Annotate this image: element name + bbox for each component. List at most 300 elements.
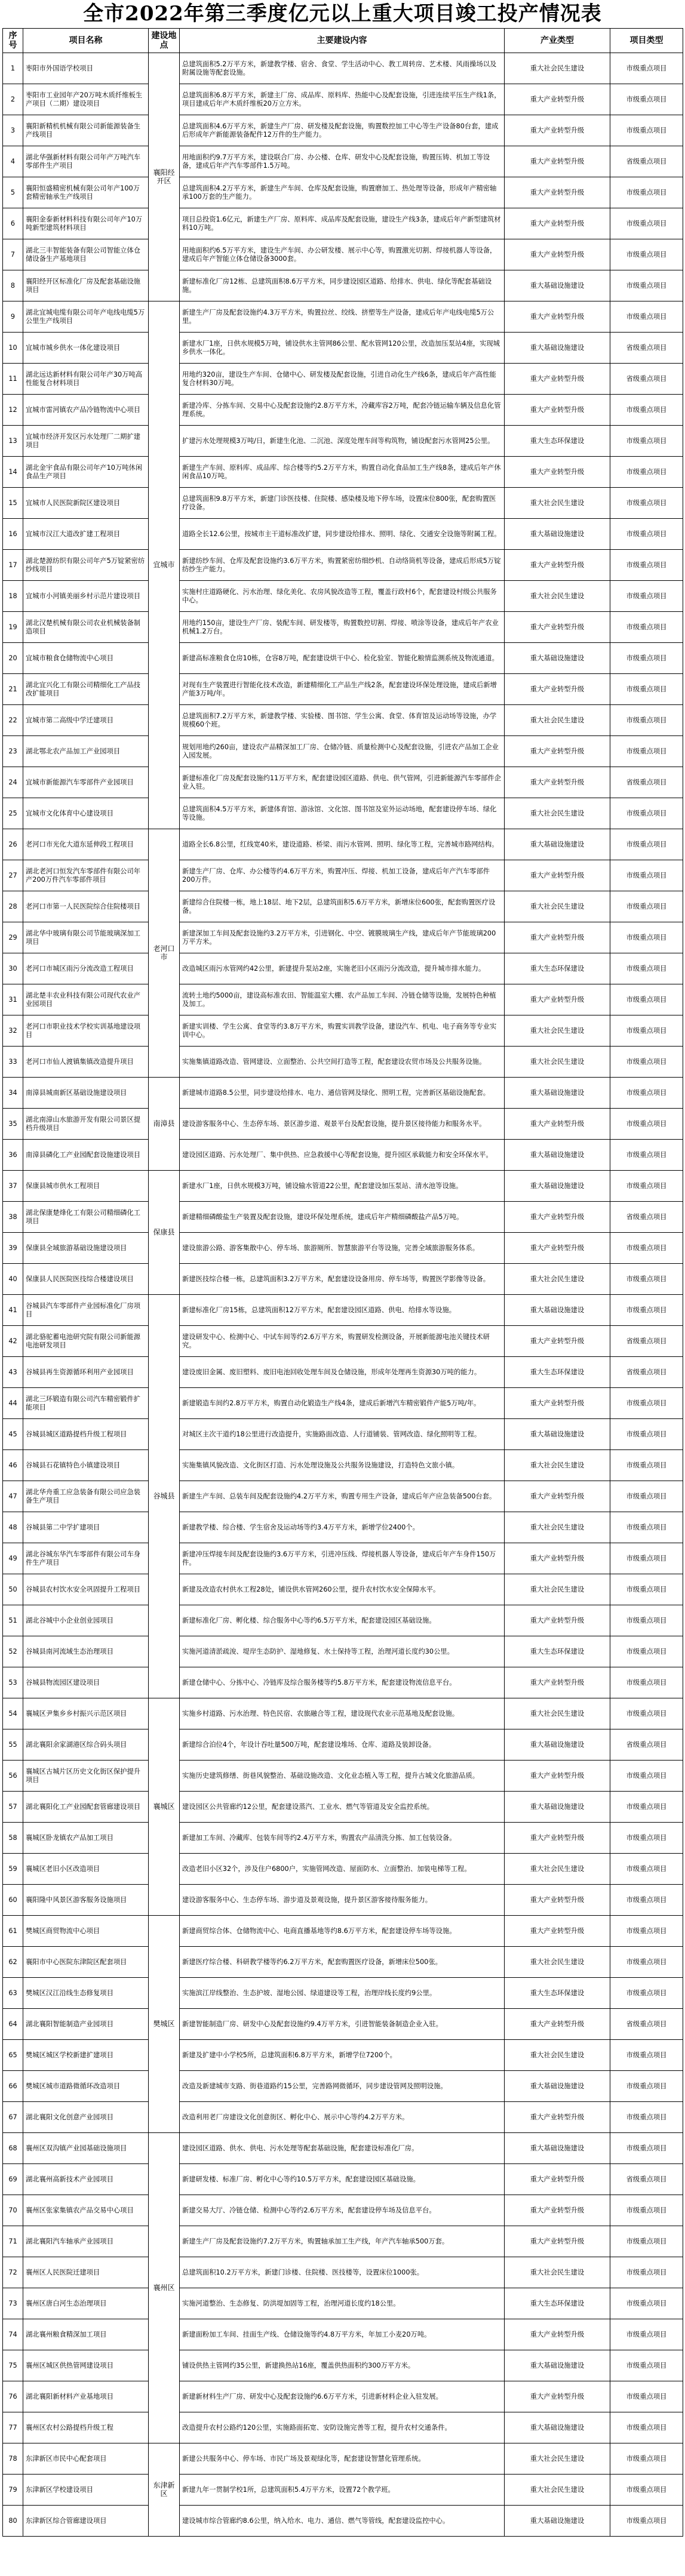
- row-number: 26: [3, 829, 23, 860]
- industry-type: 重大生态环保建设: [505, 1357, 610, 1388]
- project-type: 市级重点项目: [610, 1264, 683, 1295]
- table-row: [3, 1543, 683, 1574]
- construction-content: 新建新材料生产厂房、研发中心及配套设施约6.6万平方米，引进新材料企业入驻发展。: [180, 2381, 505, 2412]
- industry-type: 重大产业转型升级: [505, 2226, 610, 2257]
- industry-type: 重大产业转型升级: [505, 736, 610, 767]
- project-name: 襄州区人民医院迁建项目: [23, 2257, 149, 2288]
- construction-content: 新建面粉加工车间、挂面生产线、仓储设施等约4.8万平方米，年加工小麦20万吨。: [180, 2319, 505, 2350]
- row-number: 73: [3, 2288, 23, 2319]
- project-name: 谷城县石花镇特色小镇建设项目: [23, 1450, 149, 1481]
- industry-type: 重大产业转型升级: [505, 984, 610, 1015]
- project-name: 东津新区综合管廊建设项目: [23, 2506, 149, 2537]
- project-name: 谷城县第二中学扩建项目: [23, 1512, 149, 1543]
- project-type: 市级重点项目: [610, 922, 683, 953]
- row-number: 21: [3, 674, 23, 705]
- location-cell: 宜城市: [149, 301, 180, 829]
- project-name: 湖北华舟重工应急装备有限公司应急装备生产项目: [23, 1481, 149, 1512]
- industry-type: 重大生态环保建设: [505, 1636, 610, 1667]
- industry-type: 重大产业转型升级: [505, 1233, 610, 1264]
- construction-content: 新建水厂1座，日供水规模5万吨，铺设供水主管网86公里、配水管网120公里，改造加压泵站4座，实现城乡供水一体化。: [180, 333, 505, 364]
- table-row: [3, 2164, 683, 2195]
- table-row: [3, 550, 683, 581]
- table-row: [3, 1450, 683, 1481]
- table-row: [3, 364, 683, 395]
- project-name: 湖北远达新材料有限公司年产30万吨高性能复合材料项目: [23, 364, 149, 395]
- project-type: 市级重点项目: [610, 2412, 683, 2443]
- row-number: 48: [3, 1512, 23, 1543]
- table-row: [3, 1729, 683, 1761]
- row-number: 44: [3, 1388, 23, 1419]
- industry-type: 重大产业转型升级: [505, 2195, 610, 2226]
- table-row: [3, 1326, 683, 1357]
- row-number: 36: [3, 1140, 23, 1171]
- project-name: 湖北楚丰农业科技有限公司现代农业产业园项目: [23, 984, 149, 1015]
- header-area: 建设地点: [149, 29, 180, 53]
- project-name: 湖北襄阳余家湖港区综合码头项目: [23, 1729, 149, 1761]
- project-type: 市级重点项目: [610, 798, 683, 829]
- table-row: [3, 736, 683, 767]
- project-name: 谷城县城区道路提档升级工程项目: [23, 1419, 149, 1450]
- project-type: 市级重点项目: [610, 115, 683, 146]
- project-name: 樊城区城区学校新建扩建项目: [23, 2040, 149, 2071]
- construction-content: 新建医技综合楼一栋，总建筑面积3.2万平方米，配套建设设备用房、停车场等，购置医学影像等设备。: [180, 1264, 505, 1295]
- industry-type: 重大社会民生建设: [505, 1947, 610, 1978]
- construction-content: 新建标准化厂房及配套设施约11万平方米，配套建设园区道路、供电、供气管网，引进新能源汽车零部件企业入驻。: [180, 767, 505, 798]
- row-number: 54: [3, 1698, 23, 1729]
- project-type: 市级重点项目: [610, 2475, 683, 2506]
- project-type: 市级重点项目: [610, 1233, 683, 1264]
- project-type: 省级重点项目: [610, 1729, 683, 1761]
- project-type: 市级重点项目: [610, 1761, 683, 1792]
- project-name: 宜城市城乡供水一体化建设项目: [23, 333, 149, 364]
- project-name: 湖北襄阳文化创意产业园项目: [23, 2102, 149, 2133]
- project-name: 襄城区尹集乡乡村振兴示范区项目: [23, 1698, 149, 1729]
- project-name: 谷城县物流园区建设项目: [23, 1667, 149, 1698]
- project-name: 谷城县农村饮水安全巩固提升工程项目: [23, 1574, 149, 1605]
- industry-type: 重大基础设施建设: [505, 1729, 610, 1761]
- construction-content: 新建深加工车间及配套设施约3.2万平方米，引进钢化、中空、镀膜玻璃生产线，建成后年产节能玻璃200万平方米。: [180, 922, 505, 953]
- table-row: [3, 2319, 683, 2350]
- location-cell: 保康县: [149, 1171, 180, 1295]
- project-name: 湖北宜兴化工有限公司精细化工产品技改扩能项目: [23, 674, 149, 705]
- project-name: 东津新区市民中心配套项目: [23, 2443, 149, 2475]
- construction-content: 用地约320亩，建设生产车间、仓储中心、研发楼及配套设施，引进自动化生产线6条，建成后年产高性能复合材料30万吨。: [180, 364, 505, 395]
- page-title: 全市2022年第三季度亿元以上重大项目竣工投产情况表: [83, 2, 602, 26]
- project-type: 市级重点项目: [610, 736, 683, 767]
- industry-type: 重大产业转型升级: [505, 1543, 610, 1574]
- industry-type: 重大产业转型升级: [505, 612, 610, 643]
- project-type: 市级重点项目: [610, 457, 683, 488]
- project-type: 市级重点项目: [610, 1854, 683, 1885]
- row-number: 79: [3, 2475, 23, 2506]
- project-type: 市级重点项目: [610, 643, 683, 674]
- construction-content: 总建筑面积6.8万平方米，新建主厂房、成品库、原料库、热能中心及配套设施，引进连续平压生产线1条，项目建成后年产木质纤维板20万立方米。: [180, 84, 505, 115]
- project-type: 市级重点项目: [610, 2381, 683, 2412]
- project-type: 市级重点项目: [610, 1978, 683, 2009]
- row-number: 70: [3, 2195, 23, 2226]
- row-number: 18: [3, 581, 23, 612]
- project-name: 湖北三丰智能装备有限公司智能立体仓储设备生产基地项目: [23, 239, 149, 270]
- project-type: 市级重点项目: [610, 177, 683, 208]
- construction-content: 新建标准化厂房15栋，总建筑面积12万平方米，配套建设园区道路、供电、给排水等设施。: [180, 1295, 505, 1326]
- construction-content: 新建高标准粮食仓房10栋，仓容8万吨，配套建设烘干中心、检化验室、智能化粮情监测系统及物流通道。: [180, 643, 505, 674]
- row-number: 52: [3, 1636, 23, 1667]
- project-type: 市级重点项目: [610, 1047, 683, 1078]
- project-name: 枣阳市工业园年产20万吨木质纤维板生产项目（二期）建设项目: [23, 84, 149, 115]
- location-cell: 襄城区: [149, 1698, 180, 1916]
- row-number: 34: [3, 1078, 23, 1109]
- project-name: 襄州区城区供热管网建设项目: [23, 2350, 149, 2381]
- location-cell: 襄阳经开区: [149, 53, 180, 301]
- table-row: [3, 2071, 683, 2102]
- project-type: 市级重点项目: [610, 2257, 683, 2288]
- table-row: [3, 1202, 683, 1233]
- construction-content: 建设游客服务中心、生态停车场、游步道及景观设施，提升景区游客接待服务能力。: [180, 1885, 505, 1916]
- row-number: 35: [3, 1109, 23, 1140]
- construction-content: 新建生产厂房及配套设施约4.3万平方米，购置拉丝、绞线、挤塑等生产设备，建成后年产电线电缆5万公里。: [180, 301, 505, 333]
- industry-type: 重大基础设施建设: [505, 2506, 610, 2537]
- industry-type: 重大产业转型升级: [505, 2319, 610, 2350]
- industry-type: 重大基础设施建设: [505, 1295, 610, 1326]
- row-number: 10: [3, 333, 23, 364]
- table-row: [3, 1636, 683, 1667]
- industry-type: 重大产业转型升级: [505, 395, 610, 426]
- construction-content: 实施乡村道路、污水治理、特色民宿、农旅融合等工程，建设现代农业示范基地及配套设施。: [180, 1698, 505, 1729]
- table-row: [3, 1481, 683, 1512]
- project-type: 省级重点项目: [610, 1357, 683, 1388]
- industry-type: 重大产业转型升级: [505, 922, 610, 953]
- row-number: 4: [3, 146, 23, 177]
- industry-type: 重大产业转型升级: [505, 146, 610, 177]
- construction-content: 新建商贸综合体、仓储物流中心、电商直播基地等约8.6万平方米，配套建设停车场等设施。: [180, 1916, 505, 1947]
- construction-content: 改造利用老厂房建设文化创意街区、孵化中心、展示中心等约4.2万平方米。: [180, 2102, 505, 2133]
- project-type: 市级重点项目: [610, 1078, 683, 1109]
- location-cell: 襄州区: [149, 2133, 180, 2443]
- row-number: 5: [3, 177, 23, 208]
- table-row: [3, 1264, 683, 1295]
- project-name: 襄城区老旧小区改造项目: [23, 1854, 149, 1885]
- project-name: 湖北谷城东华汽车零部件有限公司车身件生产项目: [23, 1543, 149, 1574]
- construction-content: 新建生产厂房、仓库、办公楼等约4.6万平方米，购置冲压、焊接、机加工设备，建成后年产汽车零部件200万件。: [180, 860, 505, 891]
- table-row: [3, 1574, 683, 1605]
- project-name: 湖北骆驼蓄电池研究院有限公司新能源电池研发项目: [23, 1326, 149, 1357]
- industry-type: 重大生态环保建设: [505, 2288, 610, 2319]
- row-number: 63: [3, 1978, 23, 2009]
- construction-content: 总建筑面积4.6万平方米，新建生产厂房、研发楼及配套设施，购置数控加工中心等生产设备80台套，建成后形成年产新能源装备配件12万件的生产能力。: [180, 115, 505, 146]
- industry-type: 重大生态环保建设: [505, 953, 610, 984]
- row-number: 8: [3, 270, 23, 301]
- industry-type: 重大产业转型升级: [505, 767, 610, 798]
- table-row: [3, 1761, 683, 1792]
- row-number: 38: [3, 1202, 23, 1233]
- construction-content: 新建仓储中心、分拣中心、冷链库及综合服务楼等约5.8万平方米，配套建设物流信息平台。: [180, 1667, 505, 1698]
- construction-content: 实施集镇风貌改造、文化街区打造、污水处理设施及公共服务设施建设，打造特色文旅小镇。: [180, 1450, 505, 1481]
- row-number: 49: [3, 1543, 23, 1574]
- industry-type: 重大产业转型升级: [505, 301, 610, 333]
- table-body: [3, 53, 683, 2537]
- row-number: 59: [3, 1854, 23, 1885]
- table-row: [3, 1078, 683, 1109]
- project-type: 市级重点项目: [610, 488, 683, 519]
- construction-content: 新建生产厂房及配套设施约7.2万平方米，购置轴承加工生产线，年产汽车轴承500万套。: [180, 2226, 505, 2257]
- project-name: 保康县人民医院医技综合楼建设项目: [23, 1264, 149, 1295]
- table-row: [3, 798, 683, 829]
- industry-type: 重大社会民生建设: [505, 2257, 610, 2288]
- project-type: 市级重点项目: [610, 1140, 683, 1171]
- construction-content: 改造提升农村公路约120公里，实施路面拓宽、安防设施完善等工程，提升农村交通条件。: [180, 2412, 505, 2443]
- table-row: [3, 612, 683, 643]
- construction-content: 新建及扩建中小学校5所，总建筑面积6.8万平方米，新增学位7200个。: [180, 2040, 505, 2071]
- row-number: 40: [3, 1264, 23, 1295]
- industry-type: 重大产业转型升级: [505, 239, 610, 270]
- project-type: 市级重点项目: [610, 53, 683, 84]
- project-type: 市级重点项目: [610, 301, 683, 333]
- project-name: 保康县全域旅游基础设施建设项目: [23, 1233, 149, 1264]
- project-name: 襄阳恒盛精密机械有限公司年产100万套精密轴承生产线项目: [23, 177, 149, 208]
- construction-content: 实施集镇道路改造、管网建设、立面整治、公共空间打造等工程，配套建设农贸市场及公共服务设施。: [180, 1047, 505, 1078]
- project-type: 市级重点项目: [610, 1481, 683, 1512]
- row-number: 43: [3, 1357, 23, 1388]
- row-number: 19: [3, 612, 23, 643]
- project-type: 市级重点项目: [610, 1450, 683, 1481]
- table-row: [3, 84, 683, 115]
- project-type: 市级重点项目: [610, 2133, 683, 2164]
- table-row: [3, 1295, 683, 1326]
- industry-type: 重大产业转型升级: [505, 1823, 610, 1854]
- row-number: 46: [3, 1450, 23, 1481]
- table-row: [3, 2226, 683, 2257]
- construction-content: 建设园区道路、污水处理厂、集中供热、应急救援中心等配套设施，提升园区承载能力和安全环保水平。: [180, 1140, 505, 1171]
- construction-content: 建设园区公共管廊约12公里，配套建设蒸汽、工业水、燃气等管道及安全监控系统。: [180, 1792, 505, 1823]
- construction-content: 新建标准化厂房、孵化楼、综合服务中心等约6.5万平方米，配套建设园区基础设施。: [180, 1605, 505, 1636]
- row-number: 33: [3, 1047, 23, 1078]
- location-cell: 樊城区: [149, 1916, 180, 2133]
- construction-content: 用地约150亩，建设生产厂房、装配车间、研发楼等，购置数控切割、焊接、喷涂等设备，建成后年产农业机械1.2万台。: [180, 612, 505, 643]
- table-row: [3, 146, 683, 177]
- project-type: 市级重点项目: [610, 239, 683, 270]
- industry-type: 重大基础设施建设: [505, 2350, 610, 2381]
- row-number: 75: [3, 2350, 23, 2381]
- project-type: 省级重点项目: [610, 2009, 683, 2040]
- industry-type: 重大产业转型升级: [505, 1761, 610, 1792]
- project-type: 市级重点项目: [610, 1388, 683, 1419]
- project-name: 湖北华中玻璃有限公司节能玻璃深加工项目: [23, 922, 149, 953]
- construction-content: 新建锻造车间约2.8万平方米，购置自动化锻造生产线4条，建成后新增汽车精密锻件产能5万吨/年。: [180, 1388, 505, 1419]
- project-type: 省级重点项目: [610, 1326, 683, 1357]
- industry-type: 重大基础设施建设: [505, 1078, 610, 1109]
- construction-content: 实施河道整治、生态修复、防洪堤加固等工程，治理河道长度约18公里。: [180, 2288, 505, 2319]
- table-row: [3, 922, 683, 953]
- project-type: 市级重点项目: [610, 2350, 683, 2381]
- project-type: 市级重点项目: [610, 860, 683, 891]
- project-name: 宜城市雷河镇农产品冷链物流中心项目: [23, 395, 149, 426]
- project-name: 湖北宜城电缆有限公司年产电线电缆5万公里生产线项目: [23, 301, 149, 333]
- table-row: [3, 1978, 683, 2009]
- industry-type: 重大产业转型升级: [505, 674, 610, 705]
- project-type: 市级重点项目: [610, 674, 683, 705]
- table-row: [3, 2443, 683, 2475]
- header-industry: 产业类型: [505, 29, 610, 53]
- industry-type: 重大产业转型升级: [505, 2164, 610, 2195]
- header-no: 序号: [3, 29, 23, 53]
- project-name: 老河口市第一人民医院综合住院楼项目: [23, 891, 149, 922]
- project-type: 市级重点项目: [610, 208, 683, 239]
- row-number: 20: [3, 643, 23, 674]
- project-type: 市级重点项目: [610, 829, 683, 860]
- project-name: 襄阳金泰新材料科技有限公司年产10万吨新型建筑材料项目: [23, 208, 149, 239]
- row-number: 78: [3, 2443, 23, 2475]
- construction-content: 总建筑面积4.5万平方米，新建体育馆、游泳馆、文化馆、图书馆及室外运动场地，配套建设停车场、绿化等设施。: [180, 798, 505, 829]
- table-row: [3, 2133, 683, 2164]
- project-name: 襄州区农村公路提档升级工程: [23, 2412, 149, 2443]
- project-name: 襄州区双沟镇产业园基础设施项目: [23, 2133, 149, 2164]
- table-row: [3, 953, 683, 984]
- construction-content: 新建研发楼、标准厂房、孵化中心等约10.5万平方米，配套建设园区基础设施。: [180, 2164, 505, 2195]
- project-name: 襄城区卧龙镇农产品加工项目: [23, 1823, 149, 1854]
- table-row: [3, 1140, 683, 1171]
- row-number: 23: [3, 736, 23, 767]
- project-name: 湖北华强新材料有限公司年产万吨汽车零部件生产项目: [23, 146, 149, 177]
- construction-content: 新建生产车间、原料库、成品库、综合楼等约5.2万平方米，购置自动化食品加工生产线8条，建成后年产休闲食品10万吨。: [180, 457, 505, 488]
- investment-table: [2, 28, 683, 2537]
- project-type: 市级重点项目: [610, 270, 683, 301]
- industry-type: 重大基础设施建设: [505, 270, 610, 301]
- row-number: 29: [3, 922, 23, 953]
- project-name: 襄州区张家集镇农产品交易中心项目: [23, 2195, 149, 2226]
- row-number: 22: [3, 705, 23, 736]
- industry-type: 重大产业转型升级: [505, 2102, 610, 2133]
- industry-type: 重大社会民生建设: [505, 2443, 610, 2475]
- industry-type: 重大社会民生建设: [505, 1047, 610, 1078]
- project-type: 市级重点项目: [610, 1295, 683, 1326]
- table-row: [3, 1171, 683, 1202]
- construction-content: 新建智能制造厂房、研发中心及配套设施约9.4万平方米，引进智能装备制造企业入驻。: [180, 2009, 505, 2040]
- project-name: 湖北襄阳新材料产业基地项目: [23, 2381, 149, 2412]
- construction-content: 用地面积约6.5万平方米，建设生产车间、办公研发楼、展示中心等，购置激光切割、焊接机器人等设备，建成后年产智能立体仓储设备3000套。: [180, 239, 505, 270]
- construction-content: 新建交易大厅、冷链仓储、检测中心等约2.6万平方米，配套建设停车场及信息平台。: [180, 2195, 505, 2226]
- row-number: 42: [3, 1326, 23, 1357]
- industry-type: 重大基础设施建设: [505, 519, 610, 550]
- construction-content: 对城区主次干道约18公里进行改造提升，实施路面改造、人行道铺装、管网改造、绿化照明等工程。: [180, 1419, 505, 1450]
- row-number: 15: [3, 488, 23, 519]
- construction-content: 新建生产车间、总装车间及配套设施约4.2万平方米，购置专用生产设备，建成后年产应急装备500台套。: [180, 1481, 505, 1512]
- industry-type: 重大产业转型升级: [505, 1109, 610, 1140]
- project-name: 樊城区城市道路微循环改造项目: [23, 2071, 149, 2102]
- project-type: 市级重点项目: [610, 984, 683, 1015]
- industry-type: 重大基础设施建设: [505, 2412, 610, 2443]
- row-number: 11: [3, 364, 23, 395]
- construction-content: 改造城区雨污水管网约42公里，新建提升泵站2座，实施老旧小区雨污分流改造，提升城市排水能力。: [180, 953, 505, 984]
- table-row: [3, 2257, 683, 2288]
- project-type: 市级重点项目: [610, 1885, 683, 1916]
- table-row: [3, 519, 683, 550]
- project-name: 谷城县南河流域生态治理项目: [23, 1636, 149, 1667]
- construction-content: 扩建污水处理规模3万吨/日，新建生化池、二沉池、深度处理车间等构筑物，铺设配套污水管网25公里。: [180, 426, 505, 457]
- project-type: 省级重点项目: [610, 364, 683, 395]
- header-content: 主要建设内容: [180, 29, 505, 53]
- project-type: 市级重点项目: [610, 612, 683, 643]
- industry-type: 重大产业转型升级: [505, 1885, 610, 1916]
- project-name: 襄阳新精机机械有限公司新能源装备生产线项目: [23, 115, 149, 146]
- project-type: 市级重点项目: [610, 519, 683, 550]
- project-name: 宜城市粮食仓储物流中心项目: [23, 643, 149, 674]
- project-type: 市级重点项目: [610, 1792, 683, 1823]
- project-name: 湖北老河口恒发汽车零部件有限公司年产200万件汽车零部件项目: [23, 860, 149, 891]
- industry-type: 重大产业转型升级: [505, 1916, 610, 1947]
- table-row: [3, 301, 683, 333]
- industry-type: 重大产业转型升级: [505, 1388, 610, 1419]
- table-row: [3, 1885, 683, 1916]
- project-type: 市级重点项目: [610, 705, 683, 736]
- project-type: 市级重点项目: [610, 1171, 683, 1202]
- row-number: 80: [3, 2506, 23, 2537]
- construction-content: 道路全长6.8公里，红线宽40米，建设道路、桥梁、雨污水管网、照明、绿化等工程，完善城市路网结构。: [180, 829, 505, 860]
- project-name: 湖北襄州高新技术产业园项目: [23, 2164, 149, 2195]
- project-type: 市级重点项目: [610, 953, 683, 984]
- project-name: 枣阳市外国语学校项目: [23, 53, 149, 84]
- table-row: [3, 767, 683, 798]
- row-number: 31: [3, 984, 23, 1015]
- table-row: [3, 1047, 683, 1078]
- construction-content: 新建九年一贯制学校1所，总建筑面积5.4万平方米，设置72个教学班。: [180, 2475, 505, 2506]
- project-name: 襄阳隆中风景区游客服务设施项目: [23, 1885, 149, 1916]
- construction-content: 建设旅游公路、游客集散中心、停车场、旅游厕所、智慧旅游平台等设施，完善全域旅游服务体系。: [180, 1233, 505, 1264]
- project-name: 谷城县再生资源循环利用产业园项目: [23, 1357, 149, 1388]
- industry-type: 重大社会民生建设: [505, 1698, 610, 1729]
- row-number: 28: [3, 891, 23, 922]
- industry-type: 重大基础设施建设: [505, 1419, 610, 1450]
- project-name: 宜城市新能源汽车零部件产业园项目: [23, 767, 149, 798]
- construction-content: 建设研发中心、检测中心、中试车间等约2.6万平方米，购置研发检测设备，开展新能源电池关键技术研究。: [180, 1326, 505, 1357]
- project-type: 市级重点项目: [610, 2071, 683, 2102]
- row-number: 76: [3, 2381, 23, 2412]
- table-row: [3, 1233, 683, 1264]
- row-number: 14: [3, 457, 23, 488]
- construction-content: 规划用地约260亩，建设农产品精深加工厂房、仓储冷链、质量检测中心及配套设施，引进农产品加工企业入园发展。: [180, 736, 505, 767]
- table-row: [3, 2288, 683, 2319]
- industry-type: 重大社会民生建设: [505, 705, 610, 736]
- project-name: 保康县城市供水工程项目: [23, 1171, 149, 1202]
- construction-content: 实施河道清淤疏浚、堤岸生态防护、湿地修复、水土保持等工程，治理河道长度约30公里。: [180, 1636, 505, 1667]
- location-cell: 老河口市: [149, 829, 180, 1078]
- table-row: [3, 643, 683, 674]
- construction-content: 改造老旧小区32个，涉及住户6800户，实施管网改造、屋面防水、立面整治、加装电梯等工程。: [180, 1854, 505, 1885]
- industry-type: 重大基础设施建设: [505, 2071, 610, 2102]
- industry-type: 重大基础设施建设: [505, 333, 610, 364]
- construction-content: 铺设供热主管网约35公里，新建换热站16座，覆盖供热面积约300万平方米。: [180, 2350, 505, 2381]
- industry-type: 重大社会民生建设: [505, 1450, 610, 1481]
- project-name: 襄阳市中心医院东津院区配套项目: [23, 1947, 149, 1978]
- table-row: [3, 115, 683, 146]
- project-name: 襄州区唐白河生态治理项目: [23, 2288, 149, 2319]
- construction-content: 新建教学楼、综合楼、学生宿舍及运动场等约3.4万平方米，新增学位2400个。: [180, 1512, 505, 1543]
- project-type: 市级重点项目: [610, 2319, 683, 2350]
- project-name: 宜城市经济开发区污水处理厂二期扩建项目: [23, 426, 149, 457]
- construction-content: 实施村庄道路硬化、污水治理、绿化美化、农房风貌改造等工程，覆盖行政村6个，配套建设村级公共服务中心。: [180, 581, 505, 612]
- table-row: [3, 2506, 683, 2537]
- project-name: 襄城区古城片区历史文化街区保护提升项目: [23, 1761, 149, 1792]
- industry-type: 重大产业转型升级: [505, 457, 610, 488]
- project-type: 省级重点项目: [610, 333, 683, 364]
- location-cell: 南漳县: [149, 1078, 180, 1171]
- construction-content: 总建筑面积10.2万平方米，新建门诊楼、住院楼、医技楼等，设置床位1000张。: [180, 2257, 505, 2288]
- project-type: 市级重点项目: [610, 1015, 683, 1047]
- construction-content: 实施滨江岸线整治、生态护坡、湿地公园、绿道建设等工程，治理岸线长度约9公里。: [180, 1978, 505, 2009]
- industry-type: 重大基础设施建设: [505, 643, 610, 674]
- industry-type: 重大社会民生建设: [505, 891, 610, 922]
- row-number: 12: [3, 395, 23, 426]
- row-number: 65: [3, 2040, 23, 2071]
